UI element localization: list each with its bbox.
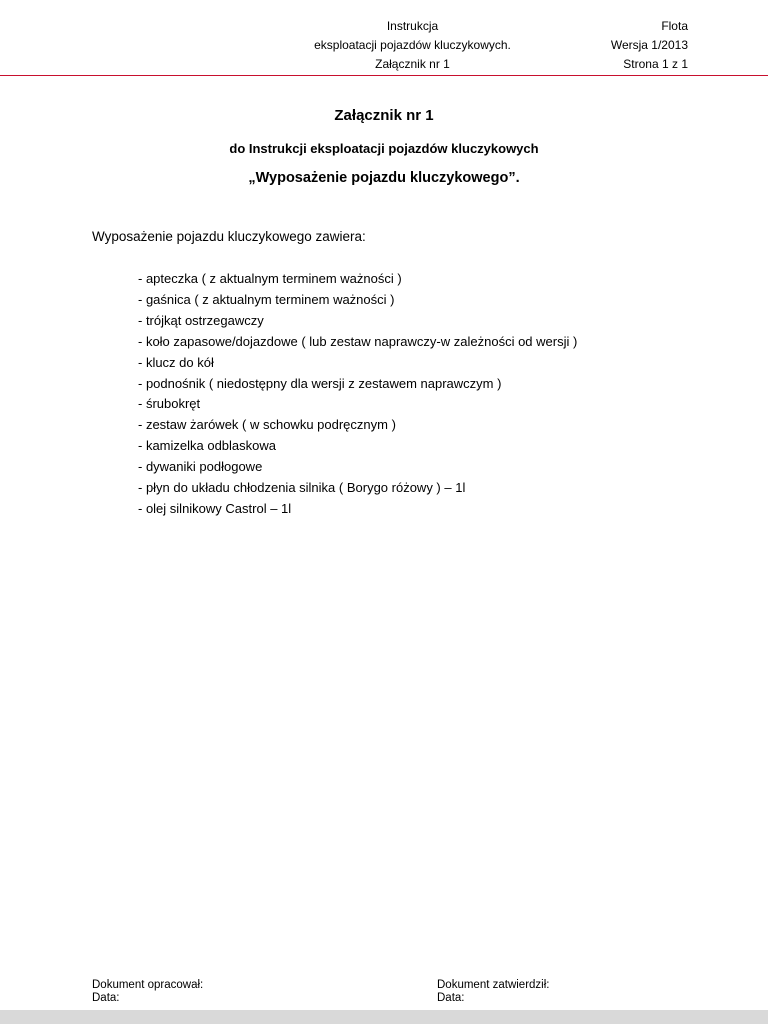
page-title: Załącznik nr 1 — [334, 107, 434, 124]
list-item: - olej silnikowy Castrol – 1l — [138, 500, 292, 516]
list-item: - kamizelka odblaskowa — [138, 438, 277, 454]
header-attachment: Załącznik nr 1 — [375, 57, 450, 71]
list-item: - dywaniki podłogowe — [138, 459, 263, 475]
approved-by-label: Dokument zatwierdził: — [437, 979, 550, 991]
prepared-date-label: Data: — [92, 992, 120, 1004]
header-document-info — [300, 17, 525, 74]
list-item: - koło zapasowe/dojazdowe ( lub zestaw naprawczy-w zależności od wersji ) — [138, 333, 578, 349]
list-item: - podnośnik ( niedostępny dla wersji z zestawem naprawczym ) — [138, 375, 502, 391]
list-item: - klucz do kół — [138, 354, 214, 370]
header-version-info — [611, 17, 688, 74]
list-item: - płyn do układu chłodzenia silnika ( Borygo różowy ) – 1l — [138, 480, 466, 496]
header-version: Wersja 1/2013 — [610, 38, 688, 52]
intro-text: Wyposażenie pojazdu kluczykowego zawiera: — [92, 229, 366, 244]
page-subtitle: do Instrukcji eksploatacji pojazdów kluczykowych — [229, 141, 539, 156]
header-doc-name: eksploatacji pojazdów kluczykowych. — [314, 38, 511, 52]
prepared-by-label: Dokument opracował: — [92, 979, 204, 991]
header-doc-type: Instrukcja — [386, 19, 439, 33]
list-item: - trójkąt ostrzegawczy — [138, 312, 264, 328]
list-item: - śrubokręt — [138, 396, 201, 412]
list-item: - zestaw żarówek ( w schowku podręcznym ) — [138, 417, 396, 433]
equipment-list — [138, 269, 577, 520]
list-item: - gaśnica ( z aktualnym terminem ważności ) — [138, 291, 395, 307]
list-item: - apteczka ( z aktualnym terminem ważności ) — [138, 271, 402, 286]
document-subject: „Wyposażenie pojazdu kluczykowego”. — [248, 170, 520, 186]
page-bottom-edge — [0, 1010, 768, 1024]
header-department: Flota — [661, 19, 688, 33]
footer-approved-by — [437, 979, 549, 1005]
footer-prepared-by — [92, 979, 203, 1005]
header-page-number: Strona 1 z 1 — [623, 57, 688, 71]
header-divider — [0, 75, 768, 76]
approved-date-label: Data: — [437, 992, 465, 1004]
